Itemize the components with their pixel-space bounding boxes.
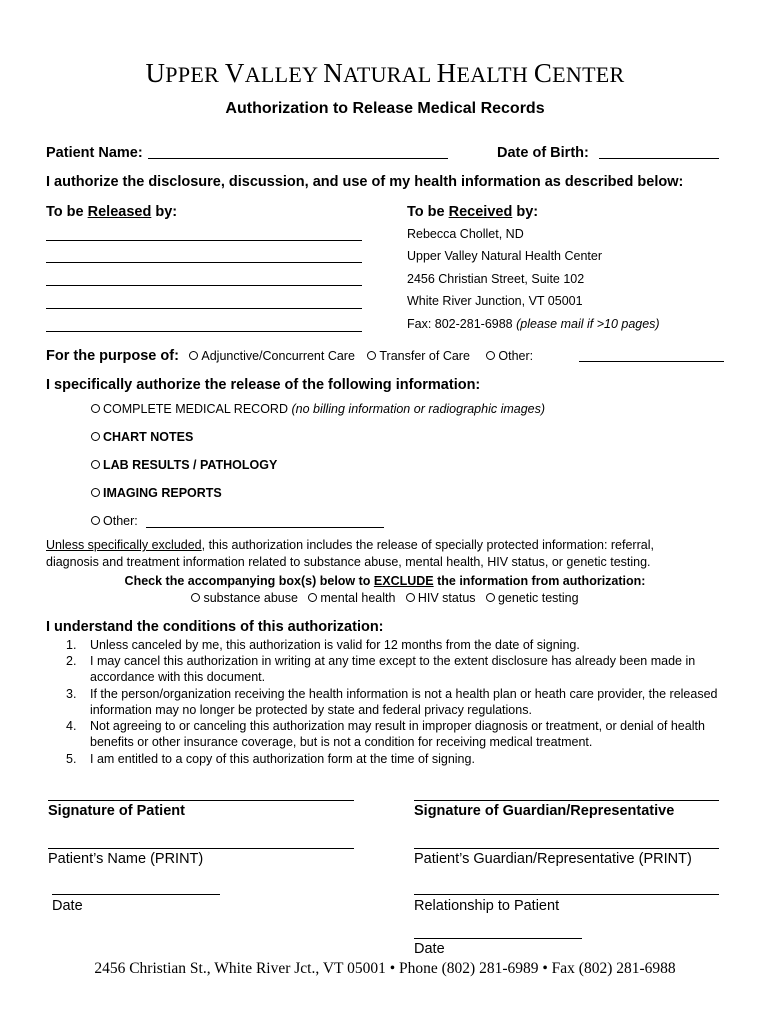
released-by-line-1[interactable]: [46, 240, 362, 241]
released-by-line-4[interactable]: [46, 308, 362, 309]
exclude-genetic-testing[interactable]: genetic testing: [486, 591, 579, 605]
complete-record-option[interactable]: COMPLETE MEDICAL RECORD (no billing information or radiographic images): [91, 402, 545, 416]
radio-icon[interactable]: [189, 351, 198, 360]
title-word: VALLEY: [224, 58, 324, 88]
guardian-print-line[interactable]: [414, 848, 719, 849]
dob-label: Date of Birth:: [497, 145, 589, 161]
recipient-line: Rebecca Chollet, ND: [407, 227, 524, 241]
patient-print-line[interactable]: [48, 848, 354, 849]
purpose-row: [46, 347, 533, 365]
authorize-statement: I authorize the disclosure, discussion, and use of my health information as described below:: [46, 174, 684, 190]
patient-print-label: Patient’s Name (PRINT): [48, 851, 204, 867]
radio-icon[interactable]: [91, 516, 100, 525]
form-subtitle: Authorization to Release Medical Records: [225, 100, 545, 117]
release-info-heading: I specifically authorize the release of the following information:: [46, 377, 481, 393]
released-by-line-3[interactable]: [46, 285, 362, 286]
purpose-label: For the purpose of:: [46, 348, 179, 364]
radio-icon[interactable]: [91, 432, 100, 441]
radio-icon[interactable]: [91, 460, 100, 469]
title-word: CENTER: [533, 58, 625, 88]
conditions-heading: I understand the conditions of this authorization:: [46, 619, 384, 635]
released-by-heading: To be Released by:: [46, 204, 178, 220]
recipient-fax: Fax: 802-281-6988 (please mail if >10 pages): [407, 317, 660, 331]
released-by-line-2[interactable]: [46, 262, 362, 263]
lab-results-option[interactable]: LAB RESULTS / PATHOLOGY: [91, 458, 277, 472]
recipient-line: Upper Valley Natural Health Center: [407, 249, 603, 263]
recipient-line: 2456 Christian Street, Suite 102: [407, 272, 585, 286]
release-other-field[interactable]: [146, 527, 384, 528]
checkbox-icon[interactable]: [406, 593, 415, 602]
released-by-line-5[interactable]: [46, 331, 362, 332]
purpose-adjunctive-option[interactable]: Adjunctive/Concurrent Care: [189, 349, 355, 363]
guardian-signature-line[interactable]: [414, 800, 719, 801]
condition-item: 3. If the person/organization receiving the health information is not a health plan or heath care provider, the released information may no longer be protected by state and federal privacy regulations.: [66, 687, 718, 717]
guardian-signature-label: Signature of Guardian/Representative: [414, 803, 675, 819]
exclude-substance-abuse[interactable]: substance abuse: [191, 591, 298, 605]
guardian-print-label: Patient’s Guardian/Representative (PRINT): [414, 851, 692, 867]
radio-icon[interactable]: [367, 351, 376, 360]
exclude-hiv-status[interactable]: HIV status: [406, 591, 476, 605]
radio-icon[interactable]: [91, 404, 100, 413]
patient-signature-line[interactable]: [48, 800, 354, 801]
received-by-heading: To be Received by:: [407, 204, 539, 220]
patient-signature-label: Signature of Patient: [48, 803, 185, 819]
purpose-transfer-option[interactable]: Transfer of Care: [367, 349, 470, 363]
condition-item: 4. Not agreeing to or canceling this authorization may result in improper diagnosis or treatment, or denial of health benefits or other insurance coverage, but is not a condition for receiving medical treatment.: [66, 719, 705, 749]
purpose-other-option[interactable]: Other:: [486, 349, 533, 363]
condition-item: 2. I may cancel this authorization in writing at any time except to the extent disclosure has already been made in accordance with this document.: [66, 654, 696, 684]
exclusion-options: [0, 591, 770, 605]
guardian-date-label: Date: [414, 941, 445, 957]
title-word: HEALTH: [436, 58, 534, 88]
imaging-option[interactable]: IMAGING REPORTS: [91, 486, 222, 500]
exclude-instruction: Check the accompanying box(s) below to EXCLUDE the information from authorization:: [124, 574, 646, 588]
patient-date-line[interactable]: [52, 894, 220, 895]
guardian-date-line[interactable]: [414, 938, 582, 939]
chart-notes-option[interactable]: CHART NOTES: [91, 430, 193, 444]
radio-icon[interactable]: [486, 351, 495, 360]
relationship-line[interactable]: [414, 894, 719, 895]
title-word: UPPER: [145, 58, 225, 88]
radio-icon[interactable]: [91, 488, 100, 497]
footer-contact: 2456 Christian St., White River Jct., VT 05001 • Phone (802) 281-6989 • Fax (802) 281-6988: [94, 960, 676, 977]
relationship-label: Relationship to Patient: [414, 898, 560, 914]
recipient-line: White River Junction, VT 05001: [407, 294, 583, 308]
checkbox-icon[interactable]: [308, 593, 317, 602]
release-other-option[interactable]: Other:: [91, 514, 138, 528]
patient-name-label: Patient Name:: [46, 145, 143, 161]
checkbox-icon[interactable]: [486, 593, 495, 602]
page-title: [0, 58, 770, 89]
patient-name-field[interactable]: [148, 158, 448, 159]
condition-item: 1. Unless canceled by me, this authorization is valid for 12 months from the date of signing.: [66, 638, 580, 652]
patient-date-label: Date: [52, 898, 83, 914]
checkbox-icon[interactable]: [191, 593, 200, 602]
purpose-other-field[interactable]: [579, 361, 724, 362]
dob-field[interactable]: [599, 158, 719, 159]
title-word: NATURAL: [323, 58, 437, 88]
exclusion-text-line-2: diagnosis and treatment information related to substance abuse, mental health, HIV status, or genetic testing.: [46, 555, 651, 569]
condition-item: 5. I am entitled to a copy of this authorization form at the time of signing.: [66, 752, 475, 766]
exclude-mental-health[interactable]: mental health: [308, 591, 395, 605]
exclusion-text-line-1: Unless specifically excluded, this authorization includes the release of specially protected information: referral,: [46, 538, 654, 552]
